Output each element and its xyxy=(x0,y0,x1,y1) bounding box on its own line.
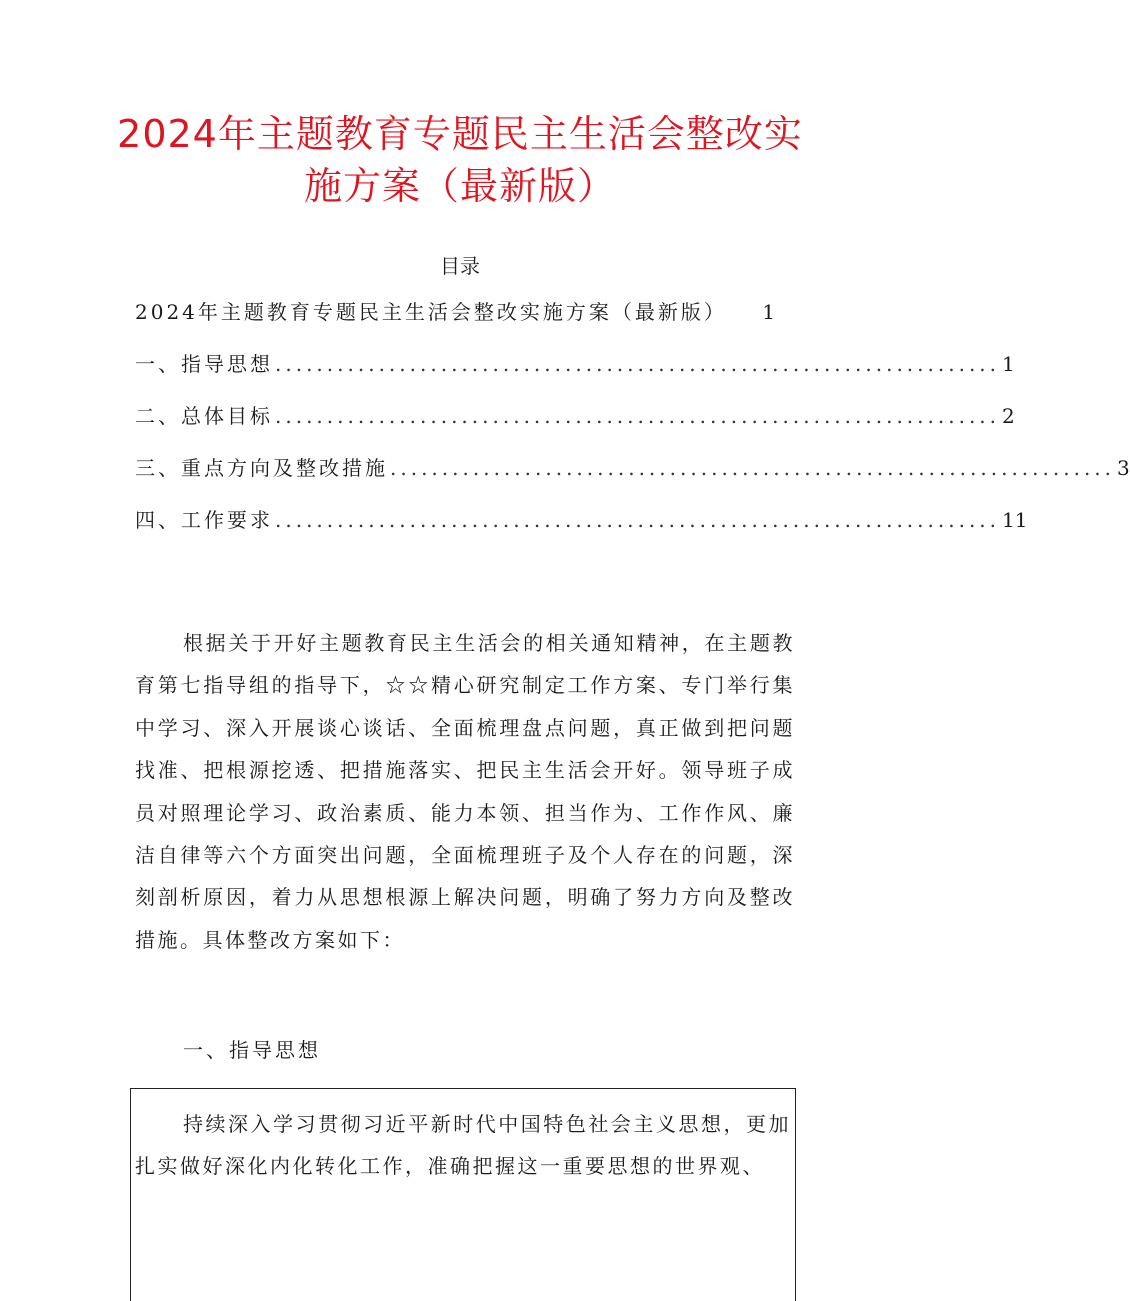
toc-heading: 目录 xyxy=(440,254,480,278)
toc-entry-label: 二、总体目标 xyxy=(135,404,273,428)
toc-entry-label: 2024年主题教育专题民主生活会整改实施方案（最新版） xyxy=(135,300,727,324)
section-heading-guiding-thought: 一、指导思想 xyxy=(183,1038,321,1062)
toc-entry[interactable] xyxy=(135,506,1028,558)
title-line-1: 2024年主题教育专题民主生活会整改实 xyxy=(117,112,803,156)
section-body-box xyxy=(130,1088,796,1301)
intro-paragraph: 根据关于开好主题教育民主生活会的相关通知精神，在主题教育第七指导组的指导下，☆☆精心研究制定工作方案、专门举行集中学习、深入开展谈心谈话、全面梳理盘点问题，真正做到把问题找准、把根源挖透、把措施落实、把民主生活会开好。领导班子成员对照理论学习、政治素质、能力本领、担当作为、工作作风、廉洁自律等六个方面突出问题，全面梳理班子及个人存在的问题，深刻剖析原因，着力从思想根源上解决问题，明确了努力方向及整改措施。具体整改方案如下： xyxy=(135,631,795,952)
toc-entry-page: 2 xyxy=(1002,404,1015,428)
toc-entry-label: 四、工作要求 xyxy=(135,508,273,532)
toc-entry-page: 1 xyxy=(762,300,775,324)
toc-entry-leader: ...................................................................... xyxy=(390,456,1116,480)
toc-entry-leader: ...................................................................... xyxy=(275,404,1001,428)
document-title xyxy=(0,108,920,212)
toc-entry-leader: ...................................................................... xyxy=(275,508,1001,532)
toc-entry-page: 1 xyxy=(1002,352,1015,376)
toc-entry-label: 一、指导思想 xyxy=(135,352,273,376)
toc-entry-label: 三、重点方向及整改措施 xyxy=(135,456,388,480)
toc-entry[interactable] xyxy=(135,298,775,350)
title-line-2: 施方案（最新版） xyxy=(303,164,616,208)
toc-entry-page: 3 xyxy=(1117,456,1130,480)
toc-entry-page: 11 xyxy=(1002,508,1028,532)
table-of-contents xyxy=(135,298,1130,558)
toc-entry-leader: ...................................................................... xyxy=(275,352,1001,376)
toc-entry[interactable] xyxy=(135,350,1015,402)
toc-entry[interactable] xyxy=(135,402,1015,454)
toc-entry[interactable] xyxy=(135,454,1130,506)
section-body-text: 持续深入学习贯彻习近平新时代中国特色社会主义思想，更加扎实做好深化内化转化工作，准确把握这一重要思想的世界观、 xyxy=(135,1112,791,1179)
